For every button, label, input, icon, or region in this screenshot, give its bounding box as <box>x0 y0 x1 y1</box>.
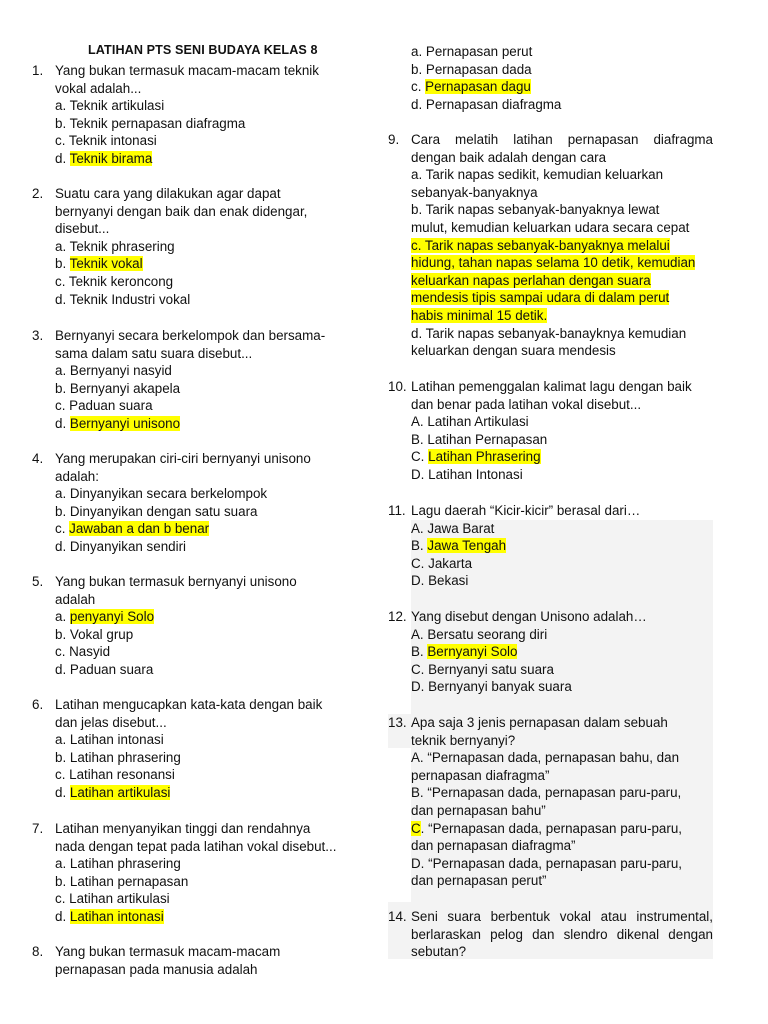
answer-option-prefix: C. <box>411 449 429 465</box>
answer-option <box>55 749 181 767</box>
answer-option-prefix: a. <box>55 609 70 625</box>
answer-option <box>411 820 682 838</box>
answer-option-prefix: D. <box>411 855 425 871</box>
question-text-line: bernyanyi dengan baik dan enak didengar, <box>55 203 308 219</box>
answer-option-line-highlight: mendesis tipis sampai udara di dalam perut <box>411 290 670 306</box>
question-text-line: sama dalam satu suara disebut... <box>55 345 253 361</box>
answer-option-line <box>411 254 695 272</box>
answer-option <box>55 661 153 679</box>
answer-option-prefix: B. <box>411 538 428 554</box>
answer-option-text: Vokal grup <box>69 626 134 642</box>
answer-option-prefix: B. <box>411 431 428 447</box>
answer-option-prefix: b. <box>55 256 70 272</box>
answer-option-prefix: b. <box>411 61 426 77</box>
question-text-line: Yang merupakan ciri-ciri bernyanyi unisono <box>55 451 311 466</box>
answer-option <box>411 96 561 114</box>
answer-option <box>55 873 188 891</box>
answer-option-text: “Pernapasan dada, pernapasan paru-paru, <box>423 785 682 801</box>
answer-option-prefix: d. <box>55 291 70 307</box>
answer-option <box>411 448 541 466</box>
answer-option <box>55 115 245 133</box>
question-text-line: Cara melatih latihan pernapasan diafragma <box>411 132 713 147</box>
answer-option-text: Bekasi <box>428 573 469 589</box>
question-number: 1. <box>32 63 44 78</box>
answer-option <box>55 784 170 802</box>
answer-option-text: Jawaban a dan b benar <box>69 521 210 537</box>
question-text-line: Yang bukan termasuk bernyanyi unisono <box>55 574 297 589</box>
answer-option-text: Teknik Industri vokal <box>69 291 191 307</box>
answer-option-text: Latihan resonansi <box>69 767 175 783</box>
answer-option-prefix: a. <box>55 486 70 502</box>
answer-option-prefix: b. <box>55 626 70 642</box>
answer-option-text: “Pernapasan dada, pernapasan bahu, dan <box>423 750 680 766</box>
question-number: 11. <box>388 503 406 518</box>
question-number: 5. <box>32 574 44 589</box>
answer-option-text: Teknik intonasi <box>68 133 157 149</box>
answer-option <box>55 291 190 309</box>
answer-option <box>55 380 180 398</box>
answer-option-prefix: d. <box>55 416 70 431</box>
question-number: 7. <box>32 821 44 836</box>
answer-option-prefix: b. <box>55 749 70 765</box>
answer-option-prefix: a. <box>55 856 70 872</box>
answer-option-text: Latihan phrasering <box>69 856 181 872</box>
answer-option-line: a. Tarik napas sedikit, kemudian keluarkan <box>411 167 664 183</box>
answer-option-line-highlight: hidung, tahan napas selama 10 detik, kemudian <box>411 255 696 271</box>
answer-option-line: dan pernapasan diafragma” <box>411 838 576 854</box>
shaded-area-q13-left <box>388 730 411 748</box>
answer-option-text: Latihan artikulasi <box>69 891 170 907</box>
answer-option-text: Teknik phrasering <box>69 238 175 254</box>
answer-option-text: Teknik birama <box>69 151 153 166</box>
question-text-line: Lagu daerah “Kicir-kicir” berasal dari… <box>411 503 641 518</box>
answer-option-text: Pernapasan dada <box>425 61 532 77</box>
answer-option-line: mulut, kemudian keluarkan udara secara cepat <box>411 220 690 235</box>
answer-option-text: Latihan artikulasi <box>69 785 171 800</box>
answer-option-prefix: a. <box>55 238 70 254</box>
question-text-line: Yang bukan termasuk macam-macam teknik <box>55 63 319 78</box>
answer-option-prefix: b. <box>55 115 70 131</box>
answer-option-text: Pernapasan dagu <box>425 79 531 95</box>
answer-option <box>411 466 523 484</box>
answer-option <box>55 97 164 115</box>
answer-option <box>411 572 468 590</box>
question-text-line: adalah <box>55 591 96 607</box>
answer-option-prefix: d. <box>55 909 70 924</box>
answer-option-text: Latihan Phrasering <box>428 449 541 465</box>
question-text-line: berlaraskan pelog dan slendro dikenal dengan <box>411 926 713 942</box>
answer-option <box>411 643 517 661</box>
answer-option-prefix: b. <box>55 380 70 396</box>
answer-option-line-highlight: c. Tarik napas sebanyak-banyaknya melalui <box>411 237 670 253</box>
answer-option-text: Pernapasan diafragma <box>425 96 562 112</box>
question-text-line: Apa saja 3 jenis pernapasan dalam sebuah <box>411 715 668 730</box>
answer-option <box>411 678 572 696</box>
answer-option-line: dan pernapasan perut” <box>411 873 547 889</box>
answer-option-text: Latihan Artikulasi <box>427 414 529 430</box>
answer-option-prefix: a. <box>411 44 426 59</box>
answer-option-text: Teknik vokal <box>69 256 143 272</box>
answer-option <box>55 362 172 380</box>
question-number: 10. <box>388 379 407 394</box>
answer-option-prefix: C. <box>411 555 429 571</box>
answer-option-text: Latihan Intonasi <box>428 467 523 482</box>
answer-option-prefix: C. <box>411 661 429 677</box>
answer-option-text: Bersatu seorang diri <box>427 626 548 642</box>
answer-option-text: Jawa Barat <box>427 520 495 536</box>
answer-option-prefix: C <box>411 820 421 836</box>
answer-option-prefix: d. <box>55 785 70 800</box>
answer-option-prefix: A. <box>411 520 428 536</box>
answer-option-line: sebanyak-banyaknya <box>411 184 538 200</box>
answer-option-text: Latihan phrasering <box>69 749 181 765</box>
answer-option-text: Bernyanyi Solo <box>427 644 518 660</box>
answer-option <box>55 626 133 644</box>
question-text-line: Yang bukan termasuk macam-macam <box>55 944 281 959</box>
answer-option <box>411 431 547 449</box>
answer-option-prefix: c. <box>55 644 70 660</box>
answer-option <box>55 132 157 150</box>
question-text-line: pernapasan pada manusia adalah <box>55 961 258 977</box>
answer-option-prefix: a. <box>55 98 70 114</box>
answer-option <box>55 415 180 433</box>
question-text-line: adalah: <box>55 468 99 484</box>
answer-option-prefix: D. <box>411 573 429 589</box>
answer-option-prefix: c. <box>55 274 69 289</box>
answer-option <box>411 555 472 573</box>
answer-option <box>55 273 173 291</box>
question-number: 4. <box>32 451 44 466</box>
answer-option-prefix: D. <box>411 467 429 482</box>
answer-option-text: “Pernapasan dada, pernapasan paru-paru, <box>424 855 682 871</box>
answer-option-prefix: b. <box>55 503 70 519</box>
answer-option-prefix: d. <box>55 151 70 166</box>
answer-option-text: Latihan intonasi <box>69 732 164 748</box>
question-text-line: sebutan? <box>411 944 467 960</box>
answer-option-prefix: a. <box>55 363 70 379</box>
question-number: 12. <box>388 609 407 624</box>
answer-option-line: b. Tarik napas sebanyak-banyaknya lewat <box>411 202 660 218</box>
answer-option-line <box>411 237 670 255</box>
question-text-line: disebut... <box>55 221 110 237</box>
question-text-line: Latihan pemenggalan kalimat lagu dengan baik <box>411 379 692 394</box>
answer-option-prefix: a. <box>55 732 70 748</box>
answer-option <box>55 766 175 784</box>
answer-option-text: Paduan suara <box>69 398 153 414</box>
answer-option-text: Pernapasan perut <box>425 44 533 59</box>
answer-option-prefix: c. <box>55 521 70 537</box>
answer-option-prefix: c. <box>55 398 70 414</box>
question-text-line: teknik bernyanyi? <box>411 732 516 748</box>
answer-option-text: Bernyanyi banyak suara <box>428 679 572 695</box>
answer-option-prefix: B. <box>411 644 428 660</box>
answer-option-prefix: d. <box>55 539 70 554</box>
question-text-line: dan benar pada latihan vokal disebut... <box>411 396 642 412</box>
answer-option-text: Paduan suara <box>69 662 154 677</box>
answer-option <box>55 150 152 168</box>
question-text-line: Latihan mengucapkan kata-kata dengan baik <box>55 697 323 712</box>
answer-option <box>411 749 679 767</box>
answer-option-text: Dinyanyikan dengan satu suara <box>69 503 258 519</box>
answer-option-text: Teknik artikulasi <box>69 98 165 114</box>
answer-option <box>55 397 153 415</box>
answer-option-line: d. Tarik napas sebanyak-banayknya kemudian <box>411 325 687 341</box>
answer-option <box>55 503 257 521</box>
answer-option-prefix-rest: . <box>420 820 425 836</box>
question-text-line: Yang disebut dengan Unisono adalah… <box>411 609 647 624</box>
page-title: LATIHAN PTS SENI BUDAYA KELAS 8 <box>88 43 318 57</box>
question-number: 13. <box>388 715 407 730</box>
question-text-line: vokal adalah... <box>55 80 142 96</box>
answer-option <box>411 413 529 431</box>
question-number: 14. <box>388 909 407 924</box>
answer-option <box>55 908 164 926</box>
answer-option <box>411 855 682 873</box>
answer-option-text: Jawa Tengah <box>427 538 507 554</box>
question-text-line: Suatu cara yang dilakukan agar dapat <box>55 186 281 201</box>
answer-option-text: Teknik pernapasan diafragma <box>69 115 246 131</box>
answer-option-text: “Pernapasan dada, pernapasan paru-paru, <box>424 820 682 836</box>
answer-option-line: keluarkan dengan suara mendesis <box>411 343 616 359</box>
answer-option-line: pernapasan diafragma” <box>411 767 550 783</box>
answer-option-prefix: c. <box>411 79 426 95</box>
answer-option-text: Bernyanyi akapela <box>69 380 181 396</box>
answer-option-prefix: d. <box>411 96 426 112</box>
answer-option <box>411 661 554 679</box>
answer-option-prefix: A. <box>411 626 428 642</box>
answer-option-text: Bernyanyi satu suara <box>428 661 554 677</box>
answer-option-line: dan pernapasan bahu” <box>411 803 546 818</box>
answer-option <box>411 626 547 644</box>
answer-option <box>55 608 154 626</box>
answer-option <box>55 485 267 503</box>
answer-option-text: Bernyanyi unisono <box>69 416 181 431</box>
question-number: 8. <box>32 944 44 959</box>
answer-option-prefix: c. <box>55 891 70 907</box>
answer-option-text: Dinyanyikan sendiri <box>69 539 186 554</box>
answer-option-text: Teknik keroncong <box>68 274 174 289</box>
answer-option <box>411 78 531 96</box>
question-number: 9. <box>388 132 400 147</box>
answer-option-prefix: A. <box>411 750 424 766</box>
answer-option-text: penyanyi Solo <box>69 609 155 625</box>
question-text-line: dan jelas disebut... <box>55 714 167 730</box>
answer-option-prefix: D. <box>411 679 429 695</box>
question-number: 3. <box>32 328 44 343</box>
question-text-line: Bernyanyi secara berkelompok dan bersama- <box>55 328 326 343</box>
question-number: 2. <box>32 186 44 201</box>
answer-option <box>411 61 532 79</box>
answer-option-text: Latihan intonasi <box>69 909 164 924</box>
question-text-line: Seni suara berbentuk vokal atau instrumental, <box>411 909 713 924</box>
answer-option-prefix: c. <box>55 767 70 783</box>
answer-option-line <box>411 289 669 307</box>
answer-option-text: Latihan Pernapasan <box>427 431 548 447</box>
answer-option <box>55 890 170 908</box>
answer-option <box>55 255 143 273</box>
answer-option <box>55 855 181 873</box>
question-text-line: dengan baik adalah dengan cara <box>411 149 607 165</box>
question-text-line: Latihan menyanyikan tinggi dan rendahnya <box>55 821 311 836</box>
answer-option <box>411 520 494 538</box>
answer-option <box>411 784 681 802</box>
answer-option-text: Jakarta <box>428 555 473 571</box>
answer-option <box>55 238 175 256</box>
answer-option-text: Dinyanyikan secara berkelompok <box>69 486 268 502</box>
answer-option <box>411 537 506 555</box>
answer-option-line <box>411 272 651 290</box>
answer-option-line <box>411 307 547 325</box>
answer-option-text: Nasyid <box>69 644 111 660</box>
answer-option-prefix: d. <box>55 662 70 677</box>
question-number: 6. <box>32 697 44 712</box>
answer-option <box>55 520 209 538</box>
answer-option-text: Latihan pernapasan <box>69 873 189 889</box>
answer-option-prefix: c. <box>55 133 69 149</box>
answer-option <box>55 538 186 556</box>
answer-option-prefix: B. <box>411 785 424 801</box>
answer-option <box>55 731 164 749</box>
answer-option-text: Bernyanyi nasyid <box>69 363 172 379</box>
question-text-line: nada dengan tepat pada latihan vokal disebut... <box>55 838 337 854</box>
answer-option-prefix: b. <box>55 873 70 889</box>
answer-option-line-highlight: keluarkan napas perlahan dengan suara <box>411 272 651 288</box>
answer-option-prefix: A. <box>411 414 428 430</box>
answer-option-line-highlight: habis minimal 15 detik. <box>411 308 548 323</box>
answer-option <box>411 43 532 61</box>
answer-option <box>55 643 110 661</box>
